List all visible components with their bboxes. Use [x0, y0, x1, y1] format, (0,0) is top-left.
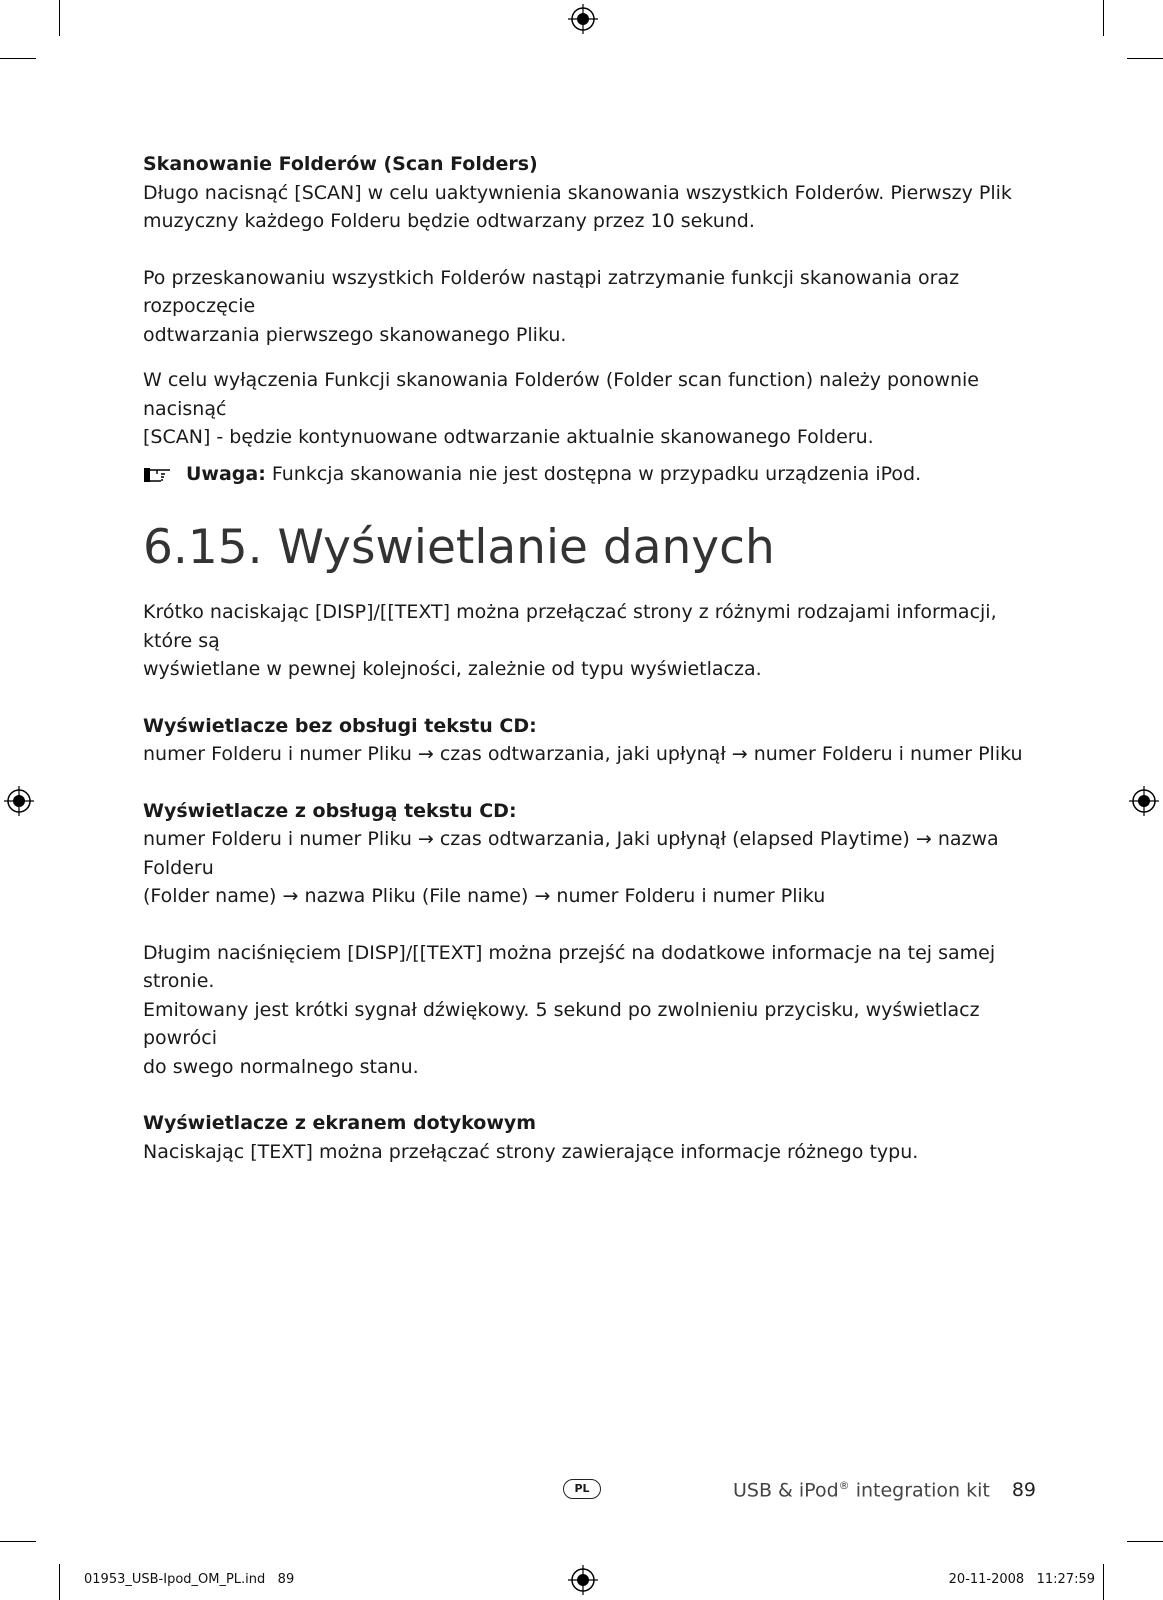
crop-mark-bottom-right-h [1127, 1541, 1163, 1542]
cd-text-sequence-line-1: numer Folderu i numer Pliku → czas odtwarzania, Jaki upłynął (elapsed Playtime) → nazwa Folderu [143, 828, 999, 879]
note-text: Funkcja skanowania nie jest dostępna w przypadku urządzenia iPod. [265, 462, 922, 485]
note-label: Uwaga: [186, 462, 266, 485]
language-badge: PL [563, 1479, 601, 1499]
note-block [143, 460, 1023, 489]
cd-text-sequence-line-2: (Folder name) → nazwa Pliku (File name) → numer Folderu i numer Pliku [143, 885, 826, 907]
crop-mark-top-right-v [1103, 0, 1104, 36]
page-content [143, 150, 1023, 1166]
scan-paragraph-2-line-2: odtwarzania pierwszego skanowanego Pliku. [143, 323, 567, 346]
scan-paragraph-2-line-1: Po przeskanowaniu wszystkich Folderów nastąpi zatrzymanie funkcji skanowania oraz rozpoczęcie [143, 266, 960, 317]
scan-paragraph-3-line-1: W celu wyłączenia Funkcji skanowania Folderów (Folder scan function) należy ponownie nacisnąć [143, 369, 979, 420]
scan-folders-heading: Skanowanie Folderów (Scan Folders) [143, 153, 538, 175]
cd-text-heading: Wyświetlacze z obsługą tekstu CD: [143, 799, 517, 822]
scan-paragraph-1-line-1: Długo nacisnąć [SCAN] w celu uaktywnienia skanowania wszystkich Folderów. Pierwszy Plik [143, 181, 1012, 204]
long-press-line-2: Emitowany jest krótki sygnał dźwiękowy. 5 sekund po zwolnieniu przycisku, wyświetlacz powróci [143, 998, 980, 1049]
crop-mark-top-left-v [59, 0, 60, 36]
scan-paragraph-1-line-2: muzyczny każdego Folderu będzie odtwarzany przez 10 sekund. [143, 210, 755, 232]
registered-mark: ® [838, 1479, 850, 1492]
no-cd-text-sequence: numer Folderu i numer Pliku → czas odtwarzania, jaki upłynął → numer Folderu i numer Pliku [143, 743, 1023, 765]
footer-product [733, 1479, 1036, 1501]
crop-mark-bottom-left-h [0, 1541, 36, 1542]
slug-date-info: 20-11-2008 11:27:59 [948, 1572, 1095, 1587]
display-paragraph-line-2: wyświetlane w pewnej kolejności, zależnie od typu wyświetlacza. [143, 658, 762, 680]
crop-mark-top-left-h [0, 58, 36, 59]
page-title: 6.15. Wyświetlanie danych [143, 520, 775, 575]
page-number: 89 [1011, 1479, 1037, 1502]
slug-file-info: 01953_USB-Ipod_OM_PL.ind 89 [84, 1572, 295, 1587]
crop-mark-bottom-right-v [1103, 1564, 1104, 1600]
display-paragraph-line-1: Krótko naciskając [DISP]/[[TEXT] można przełączać strony z różnymi rodzajami informacji, które są [143, 601, 997, 652]
touchscreen-heading: Wyświetlacze z ekranem dotykowym [143, 1112, 537, 1134]
registration-mark-icon [4, 786, 34, 816]
no-cd-text-heading: Wyświetlacze bez obsługi tekstu CD: [143, 714, 537, 737]
pointing-hand-icon [143, 464, 173, 484]
crop-mark-bottom-left-v [59, 1564, 60, 1600]
long-press-line-1: Długim naciśnięciem [DISP]/[[TEXT] można przejść na dodatkowe informacje na tej samej stronie. [143, 941, 996, 992]
registration-mark-icon [568, 4, 598, 34]
registration-mark-icon [1129, 786, 1159, 816]
long-press-line-3: do swego normalnego stanu. [143, 1055, 419, 1078]
touchscreen-line: Naciskając [TEXT] można przełączać strony zawierające informacje różnego typu. [143, 1140, 919, 1163]
scan-paragraph-3-line-2: [SCAN] - będzie kontynuowane odtwarzanie aktualnie skanowanego Folderu. [143, 426, 874, 448]
registration-mark-icon [568, 1565, 598, 1595]
footer-product-tail: integration kit [849, 1479, 990, 1502]
crop-mark-top-right-h [1127, 58, 1163, 59]
footer-product-name: USB & iPod [733, 1479, 839, 1502]
